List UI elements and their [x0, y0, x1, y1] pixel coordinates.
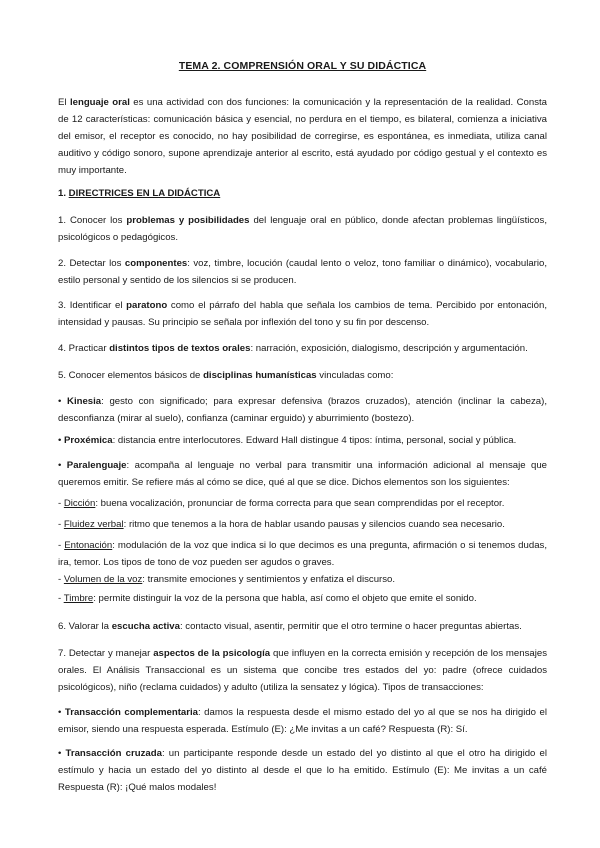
list-item-7	[58, 645, 547, 696]
dash-text: : permite distinguir la voz de la persona que habla, así como el objeto que emite el sonido.	[93, 593, 477, 604]
intro-bold-term: lenguaje oral	[69, 97, 130, 108]
bullet-bold-term: Paralenguaje	[66, 460, 127, 471]
dash-text: : ritmo que tenemos a la hora de hablar usando pausas y silencios cuando sea necesario.	[123, 519, 505, 530]
item-text: : voz, timbre, locución (caudal lento o veloz, tono familiar o dinámico), vocabulario, estilo personal y sentido de los silencios si se producen.	[58, 258, 547, 286]
item-bold-term: paratono	[126, 300, 168, 311]
bullet-glyph: •	[58, 396, 68, 407]
dash-item-volumen	[58, 571, 547, 588]
list-item-2	[58, 255, 547, 289]
bullet-glyph: •	[58, 460, 67, 471]
bullet-bold-term: Proxémica	[64, 435, 113, 446]
dash-item-diccion	[58, 495, 547, 512]
dash-glyph: -	[58, 593, 64, 604]
item-text: : narración, exposición, dialogismo, descripción y argumentación.	[250, 343, 528, 354]
dash-underlined-term: Entonación	[64, 540, 113, 551]
dash-underlined-term: Timbre	[63, 593, 94, 604]
list-item-1	[58, 212, 547, 246]
item-bold-term: distintos tipos de textos orales	[109, 343, 251, 354]
dash-underlined-term: Dicción	[63, 498, 96, 509]
dash-text: : transmite emociones y sentimientos y enfatiza el discurso.	[142, 574, 396, 585]
dash-underlined-term: Volumen de la voz	[63, 574, 143, 585]
item-bold-term: componentes	[124, 258, 188, 269]
intro-paragraph	[58, 94, 547, 179]
section-heading-1	[58, 185, 547, 202]
list-item-3	[58, 297, 547, 331]
item-bold-term: aspectos de la psicología	[153, 648, 271, 659]
bullet-transaccion-cruzada	[58, 745, 547, 796]
item-text: 1. Conocer los	[58, 215, 127, 226]
item-text: como el párrafo del habla que señala los cambios de tema. Percibido por entonación, intensidad y pausas. Su principio se señala por inflexión del tono y su fin por descenso.	[58, 300, 547, 328]
bullet-glyph: •	[58, 707, 65, 718]
item-text: que influyen en la correcta emisión y recepción de los mensajes orales. El Análisis Transaccional es un sistema que concibe tres estados del yo: padre (ofrece cuidados psicológicos), niño (reclama cuidados) y adulto (utiliza la sensatez y lógica). Tipos de transacciones:	[58, 648, 547, 693]
bullet-text: : damos la respuesta desde el mismo estado del yo al que se nos ha dirigido el emisor, siendo una respuesta esperada. Estímulo (E): ¿Me invitas a un café? Respuesta (R): Sí.	[58, 707, 547, 735]
item-bold-term: disciplinas humanísticas	[203, 370, 317, 381]
bullet-transaccion-complementaria	[58, 704, 547, 738]
bullet-kinesia	[58, 393, 547, 427]
bullet-bold-term: Kinesia	[67, 396, 102, 407]
item-text: 7. Detectar y manejar	[58, 648, 154, 659]
intro-text-body: es una actividad con dos funciones: la comunicación y la representación de la realidad. Consta de 12 características: comunicación básica y esencial, no perdura en el tiempo, es bilateral, comienza a iniciativa del emisor, el receptor es conocido, no hay posibilidad de corregirse, es espontánea, es inmediata, utiliza canal auditivo y código sonoro, supone aprendizaje anterior al escrito, está ayudado por código gestual y el contexto es muy importante.	[58, 97, 547, 176]
dash-glyph: -	[58, 574, 64, 585]
item-text: 3. Identificar el	[58, 300, 127, 311]
item-bold-term: escucha activa	[111, 621, 180, 632]
item-text: 6. Valorar la	[58, 621, 112, 632]
dash-item-timbre	[58, 590, 547, 607]
dash-text: : buena vocalización, pronunciar de forma correcta para que sean comprendidas por el receptor.	[95, 498, 505, 509]
item-bold-term: problemas y posibilidades	[126, 215, 250, 226]
item-text: 5. Conocer elementos básicos de	[58, 370, 204, 381]
bullet-text: : gesto con significado; para expresar defensiva (brazos cruzados), atención (inclinar la cabeza), desconfianza (mirar al suelo), confianza (caminar erguido) y aburrimiento (bostezo).	[58, 396, 547, 424]
item-text: vinculadas como:	[316, 370, 394, 381]
dash-text: : modulación de la voz que indica si lo que decimos es una pregunta, afirmación o si tenemos dudas, ira, temor. Los tipos de tono de voz pueden ser agudos o graves.	[58, 540, 547, 568]
bullet-text: : acompaña al lenguaje no verbal para transmitir una información adicional al mensaje que queremos emitir. Se refiere más al cómo se dice, qué al que se dice. Dichos elementos son los siguientes:	[58, 460, 547, 488]
bullet-proxemica	[58, 432, 547, 449]
item-text: : contacto visual, asentir, permitir que el otro termine o hacer preguntas abiertas.	[179, 621, 522, 632]
item-text: 2. Detectar los	[58, 258, 125, 269]
bullet-text: : un participante responde desde un estado del yo distinto al que el otro ha dirigido el estímulo y hacia un estado del yo distinto al desde el que lo ha emitido. Estímulo (E): Me invitas a un café Respuesta (R): ¡Qué malos modales!	[58, 748, 548, 793]
bullet-glyph: •	[58, 748, 66, 759]
bullet-paralenguaje	[58, 457, 547, 491]
dash-underlined-term: Fluidez verbal	[63, 519, 124, 530]
dash-glyph: -	[58, 540, 65, 551]
bullet-glyph: •	[58, 435, 65, 446]
list-item-5	[58, 367, 547, 384]
bullet-bold-term: Transacción complementaria	[64, 707, 198, 718]
dash-glyph: -	[58, 498, 64, 509]
section-title: DIRECTRICES EN LA DIDÁCTICA	[68, 188, 221, 199]
dash-item-fluidez	[58, 516, 547, 533]
list-item-4	[58, 340, 547, 357]
section-number: 1.	[58, 188, 69, 199]
dash-glyph: -	[58, 519, 64, 530]
intro-text-start: El	[58, 97, 70, 108]
item-text: 4. Practicar	[58, 343, 110, 354]
bullet-bold-term: Transacción cruzada	[65, 748, 162, 759]
item-text: del lenguaje oral en público, donde afectan problemas lingüísticos, psicológicos o pedagógicos.	[58, 215, 547, 243]
page-title: TEMA 2. COMPRENSIÓN ORAL Y SU DIDÁCTICA	[178, 60, 427, 72]
list-item-6	[58, 618, 547, 635]
bullet-text: : distancia entre interlocutores. Edward Hall distingue 4 tipos: íntima, personal, social y pública.	[112, 435, 517, 446]
dash-item-entonacion	[58, 537, 547, 571]
